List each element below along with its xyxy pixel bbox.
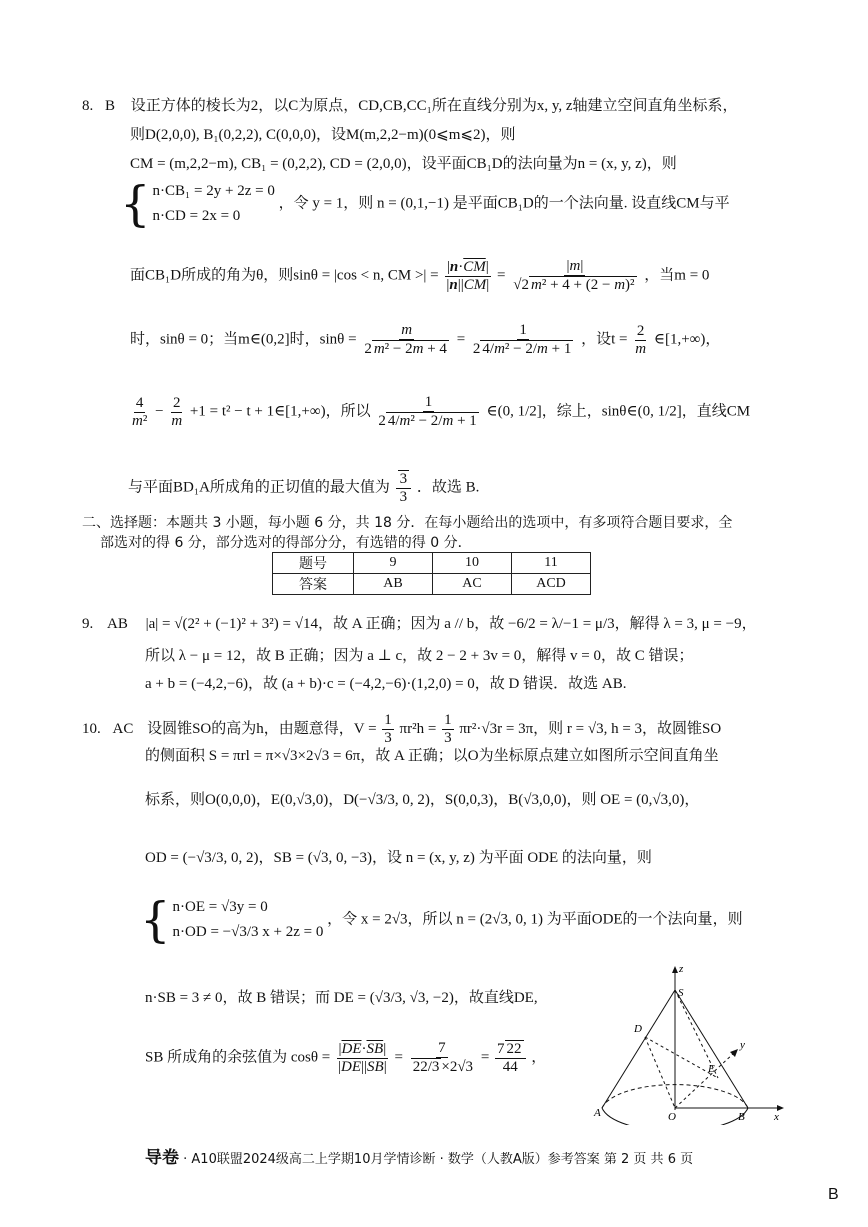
q8-line5b: ，当m = 0	[644, 267, 710, 284]
q8-t-fraction: $\frac{2}{m}$	[635, 322, 647, 357]
brace-icon: {	[120, 176, 151, 232]
section2-instructions-1: 二、选择题：本题共 3 小题，每小题 6 分，共 18 分．在每小题给出的选项中，有多项符合题目要求，全	[82, 515, 733, 531]
table-cell: AC	[433, 574, 512, 595]
q8-equation-system	[120, 176, 275, 232]
segment-DO	[645, 1037, 675, 1108]
q10-line7b: =	[394, 1049, 403, 1066]
q8-line7: −	[155, 403, 164, 420]
label-E: E	[708, 1063, 715, 1075]
table-cell: 11	[512, 553, 591, 574]
q8-line7b: +1 = t² − t + 1∈[1,+∞)，所以	[189, 403, 371, 420]
brace-icon: {	[140, 892, 171, 948]
answer-table-row	[273, 574, 591, 595]
q10-equation-system	[140, 892, 324, 948]
q8-sin-fraction-1: $\frac{|n\cdot\overline{CM}|}{|n||\overline{CM}|}$	[446, 258, 490, 293]
q8-frac-2-m: $\frac{2}{m}$	[171, 394, 183, 429]
edge-SA	[602, 990, 675, 1108]
q10-line7-row: SB 所成角的余弦值为 cosθ = $\frac{|\overline{DE}\cdot\overline{SB}|}{|\overline{DE}||\overline{SB}|}$ = $\frac{7}{22/3 \times 2√3}$ = $\frac{7 22}{44}$ ，	[145, 1040, 547, 1076]
q10-answer: AC	[112, 721, 134, 738]
q10-cos-fraction-3: $\frac{7 22}{44}$	[495, 1040, 526, 1077]
q10-line7a: SB 所成角的余弦值为 cosθ =	[145, 1049, 331, 1066]
q9-header	[82, 616, 757, 633]
table-cell: 10	[433, 553, 512, 574]
q10-line5: ，令 x = 2√3，所以 n = (2√3, 0, 1) 为平面ODE的一个法向量，则	[327, 911, 743, 928]
q8-header	[82, 98, 738, 115]
q8-line6b: ，设t =	[581, 331, 628, 348]
table-cell: 9	[354, 553, 433, 574]
q8-line3: CM = (m,2,2−m), CB₁ = (0,2,2), CD = (2,0,0)，设平面CB₁D的法向量为n = (x, y, z)，则	[130, 156, 677, 172]
q8-line6-row: 时，sinθ = 0；当m∈(0,2]时，sinθ = $\frac{m}{\text{2 m² − 2m + 4}}$ = $\frac{1}{\text{2 4/m² − 2/m + 1}}$ ，设t = $\frac{2}{m}$ ∈[1,+∞)，	[130, 322, 721, 358]
q9-number: 9.	[82, 616, 94, 632]
footer-text: · A10联盟2024级高二上学期10月学情诊断 · 数学（人教A版）参考答案 第 2 页 共 6 页	[183, 1152, 694, 1167]
q9-line1: |a| = √(2² + (−1)² + 3²) = √14，故 A 正确；因为 a // b，故 −6/2 = λ/−1 = μ/3，解得 λ = 3, μ = −9，	[145, 616, 757, 632]
q8-answer: B	[105, 98, 116, 114]
q8-sys1: n·CB₁ = 2y + 2z = 0	[152, 182, 275, 199]
q8-line8: 与平面BD₁A所成角的正切值的最大值为	[128, 479, 390, 496]
label-O: O	[668, 1111, 676, 1123]
label-x: x	[774, 1111, 779, 1123]
q8-line2: 则D(2,0,0), B₁(0,2,2), C(0,0,0)，设M(m,2,2−m)(0⩽m⩽2)，则	[130, 127, 516, 143]
q9-line2: 所以 λ − μ = 12，故 B 正确；因为 a ⊥ c，故 2 − 2 + 3v = 0，解得 v = 0，故 C 错误；	[145, 648, 694, 664]
q10-frac-1-3b: $\frac{1}{3}$	[444, 712, 452, 747]
q8-line7-row	[128, 394, 750, 431]
answer-table-header-row	[273, 553, 591, 574]
q8-sys2: n·CD = 2x = 0	[152, 208, 241, 224]
q10-cos-fraction-2: $\frac{7}{22/3 \times 2√3}$	[412, 1040, 474, 1076]
q8-line6: 时，sinθ = 0；当m∈(0,2]时，sinθ =	[130, 331, 357, 348]
q8-line5a: 面CB₁D所成的角为θ，则sinθ = |cos < n, CM >| =	[130, 267, 439, 284]
edge-SB	[675, 990, 748, 1108]
q8-line1: 设正方体的棱长为2，以C为原点，CD,CB,CC₁所在直线分别为x, y, z轴建立空间直角坐标系，	[130, 98, 738, 114]
q8-line8-row	[128, 470, 479, 507]
q8-sin-fraction-4: $\frac{1}{\text{2 4/m² − 2/m + 1}}$	[472, 322, 572, 358]
q10-line2: 的侧面积 S = πrl = π×√3×2√3 = 6π，故 A 正确；以O为坐标原点建立如图所示空间直角坐	[145, 748, 719, 764]
q8-line4: ，令 y = 1，则 n = (0,1,−1) 是平面CB₁D的一个法向量. 设直线CM与平	[278, 195, 730, 212]
label-D: D	[634, 1023, 642, 1035]
q8-sin-fraction-3: $\frac{m}{\text{2 m² − 2m + 4}}$	[364, 322, 447, 358]
q10-sys2: n·OD = −√3/3 x + 2z = 0	[172, 924, 324, 940]
q10-sys1: n·OE = √3y = 0	[172, 898, 268, 915]
label-S: S	[678, 987, 684, 999]
q10-line1a: 设圆锥SO的高为h，由题意得，V =	[147, 721, 377, 738]
label-z: z	[679, 963, 684, 975]
q8-line8b: ．故选 B.	[416, 479, 480, 496]
y-axis	[675, 1052, 735, 1108]
q8-system-row	[120, 176, 730, 232]
q10-cos-fraction-1: $\frac{|\overline{DE}\cdot\overline{SB}|}{|\overline{DE}||\overline{SB}|}$	[338, 1040, 387, 1075]
q10-number: 10.	[82, 721, 101, 738]
q10-line4: OD = (−√3/3, 0, 2)，SB = (√3, 0, −3)，设 n = (x, y, z) 为平面 ODE 的法向量，则	[145, 850, 652, 866]
table-cell: AB	[354, 574, 433, 595]
q8-max-tan-value: $\frac{3}{3}$	[396, 470, 412, 507]
label-B: B	[738, 1111, 745, 1123]
table-cell: ACD	[512, 574, 591, 595]
q8-number: 8.	[82, 98, 94, 114]
table-cell: 答案	[273, 574, 354, 595]
label-y: y	[740, 1039, 745, 1051]
q10-line1c: πr²·√3r = 3π，则 r = √3, h = 3，故圆锥SO	[459, 721, 722, 738]
y-arrow-icon	[730, 1049, 738, 1057]
q9-line3: a + b = (−4,2,−6)，故 (a + b)·c = (−4,2,−6)·(1,2,0) = 0，故 D 错误．故选 AB.	[145, 676, 627, 692]
q10-system-row	[140, 892, 743, 948]
answer-table	[272, 552, 591, 595]
q9-answer: AB	[107, 616, 128, 632]
q10-line6: n·SB = 3 ≠ 0，故 B 错误；而 DE = (√3/3, √3, −2)，故直线DE,	[145, 990, 538, 1006]
page-footer	[145, 1143, 693, 1168]
q8-sin-fraction-2: $\frac{|m|}{\text{√2 m² + 4 + (2 − m)²}}$	[513, 258, 635, 294]
q10-frac-1-3: $\frac{1}{3}$	[384, 712, 392, 747]
q10-line1b: πr²h =	[399, 721, 437, 738]
q8-line5-row: 面CB₁D所成的角为θ，则sinθ = |cos < n, CM >| = $\frac{|n\cdot\overline{CM}|}{|n||\overline{CM}|}$ = $\frac{|m|}{\text{√2 m² + 4 + (2 − m)²}}$ ，当m = 0	[130, 258, 710, 294]
cone-figure	[590, 960, 790, 1125]
q8-frac-4-m2: $\frac{4}{\text{m²}}$	[132, 394, 148, 429]
q8-line7c: ∈(0, 1/2]，综上，sinθ∈(0, 1/2]，直线CM	[486, 403, 751, 420]
section2-instructions-2: 部选对的得 6 分，部分选对的得部分分，有选错的得 0 分．	[100, 535, 472, 551]
label-A: A	[594, 1107, 601, 1119]
corner-mark: B	[828, 1186, 839, 1203]
q10-line3: 标系，则O(0,0,0)，E(0,√3,0)，D(−√3/3, 0, 2)，S(0,0,3)，B(√3,0,0)，则 OE = (0,√3,0)，	[145, 792, 700, 808]
brand-logo: 导卷	[145, 1148, 179, 1168]
q8-line6c: ∈[1,+∞)，	[653, 331, 721, 348]
q10-header	[82, 712, 721, 748]
z-arrow-icon	[672, 966, 678, 973]
q8-sin-fraction-5: $\frac{1}{\text{2 4/m² − 2/m + 1}}$	[378, 394, 477, 430]
table-cell: 题号	[273, 553, 354, 574]
